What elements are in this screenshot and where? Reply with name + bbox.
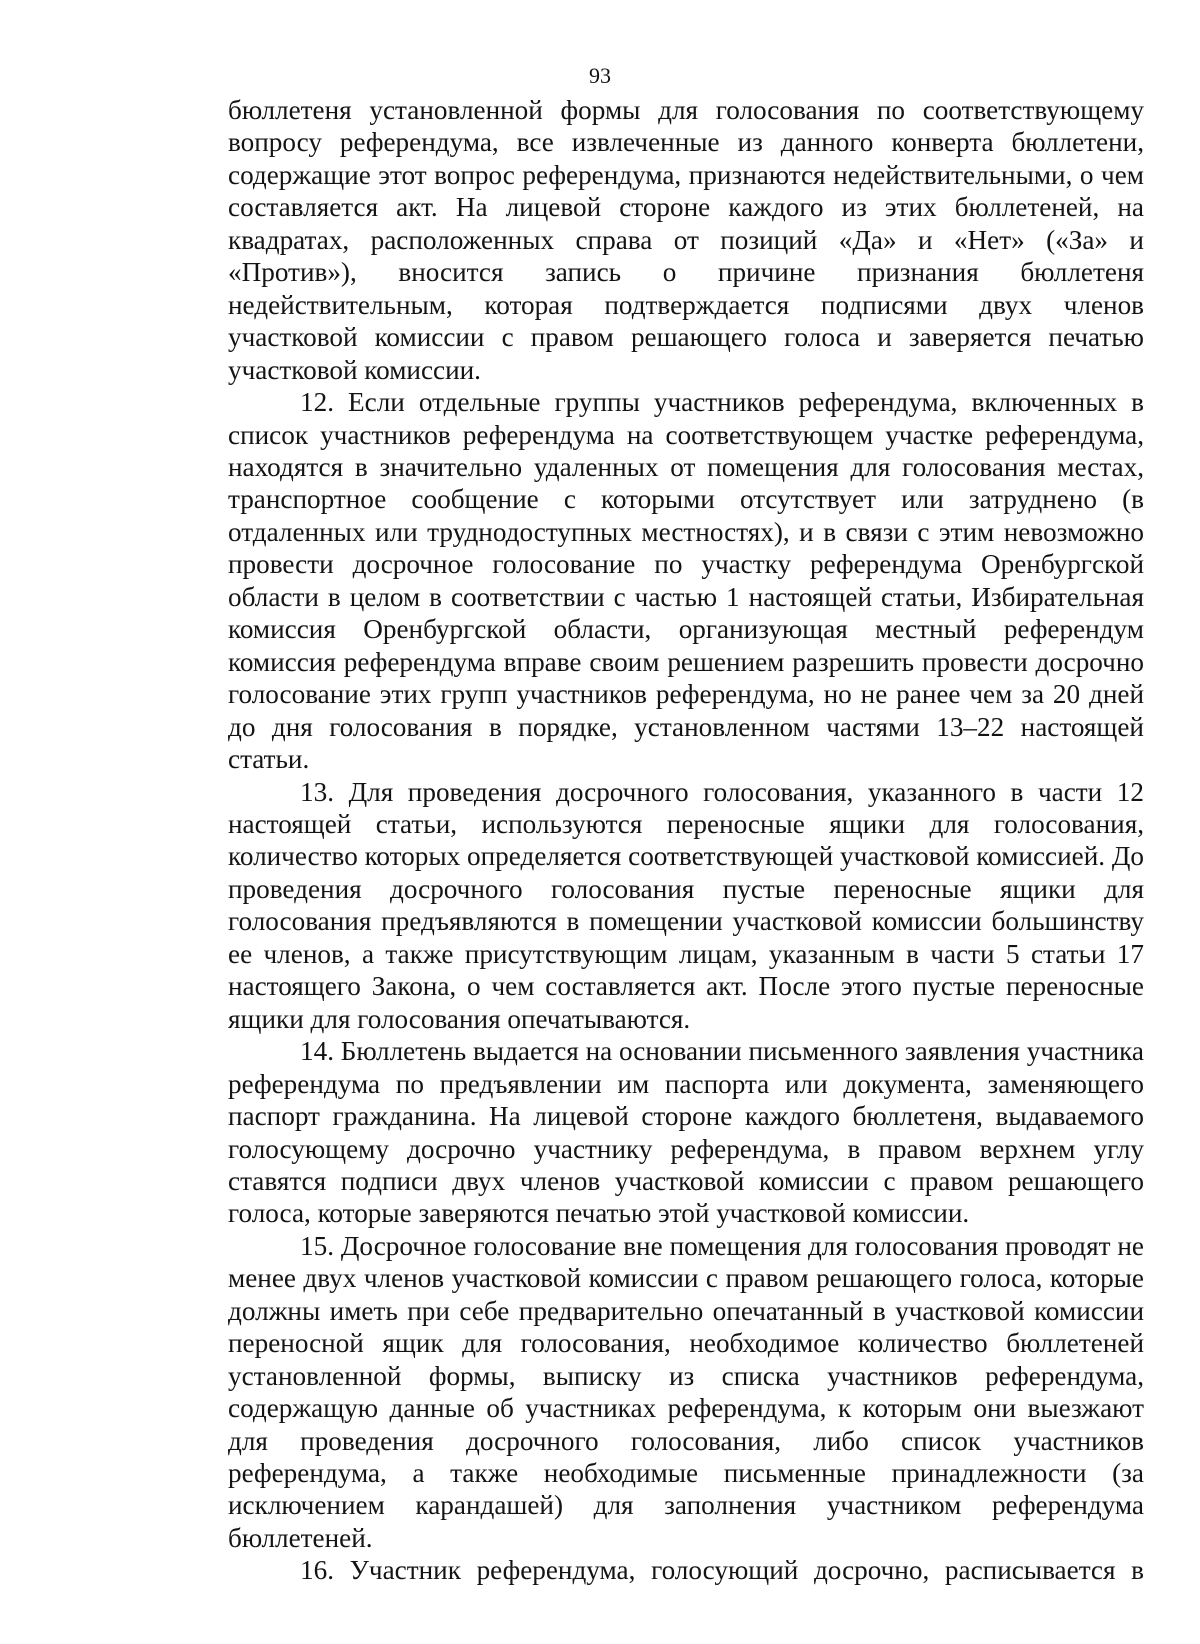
paragraph-14: 14. Бюллетень выдается на основании письменного заявления участника референдума по предъявлении им паспорта или документа, заменяющего паспорт гражданина. На лицевой стороне каждого бюллетеня, выдаваемого голосующему досрочно участнику референдума, в правом верхнем углу ставятся подписи двух членов участковой комиссии с правом решающего голоса, которые заверяются печатью этой участковой комиссии. <box>228 1036 1144 1229</box>
paragraph-11-continuation: бюллетеня установленной формы для голосования по соответствующему вопросу референдума, все извлеченные из данного конверта бюллетени, содержащие этот вопрос референдума, признаются недействительными, о чем составляется акт. На лицевой стороне каждого из этих бюллетеней, на квадратах, расположенных справа от позиций «Да» и «Нет» («За» и «Против»), вносится запись о причине признания бюллетеня недействительным, которая подтверждается подписями двух членов участковой комиссии с правом решающего голоса и заверяется печатью участковой комиссии. <box>228 95 1144 385</box>
paragraph-15: 15. Досрочное голосование вне помещения для голосования проводят не менее двух членов участковой комиссии с правом решающего голоса, которые должны иметь при себе предварительно опечатанный в участковой комиссии переносной ящик для голосования, необходимое количество бюллетеней установленной формы, выписку из списка участников референдума, содержащую данные об участниках референдума, к которым они выезжают для проведения досрочного голосования, либо список участников референдума, а также необходимые письменные принадлежности (за исключением карандашей) для заполнения участником референдума бюллетеней. <box>228 1230 1144 1553</box>
document-body <box>228 94 1144 1587</box>
paragraph-12: 12. Если отдельные группы участников референдума, включенных в список участников референдума на соответствующем участке референдума, находятся в значительно удаленных от помещения для голосования местах, транспортное сообщение с которыми отсутствует или затруднено (в отдаленных или труднодоступных местностях), и в связи с этим невозможно провести досрочное голосование по участку референдума Оренбургской области в целом в соответствии с частью 1 настоящей статьи, Избирательная комиссия Оренбургской области, организующая местный референдум комиссия референдума вправе своим решением разрешить провести досрочно голосование этих групп участников референдума, но не ранее чем за 20 дней до дня голосования в порядке, установленном частями 13–22 настоящей статьи. <box>228 387 1144 775</box>
paragraph-16-start: 16. Участник референдума, голосующий досрочно, расписывается в <box>300 1555 1144 1586</box>
paragraph-13: 13. Для проведения досрочного голосования, указанного в части 12 настоящей статьи, используются переносные ящики для голосования, количество которых определяется соответствующей участковой комиссией. До проведения досрочного голосования пустые переносные ящики для голосования предъявляются в помещении участковой комиссии большинству ее членов, а также присутствующим лицам, указанным в части 5 статьи 17 настоящего Закона, о чем составляется акт. После этого пустые переносные ящики для голосования опечатываются. <box>228 776 1144 1034</box>
page-number: 93 <box>589 63 611 88</box>
